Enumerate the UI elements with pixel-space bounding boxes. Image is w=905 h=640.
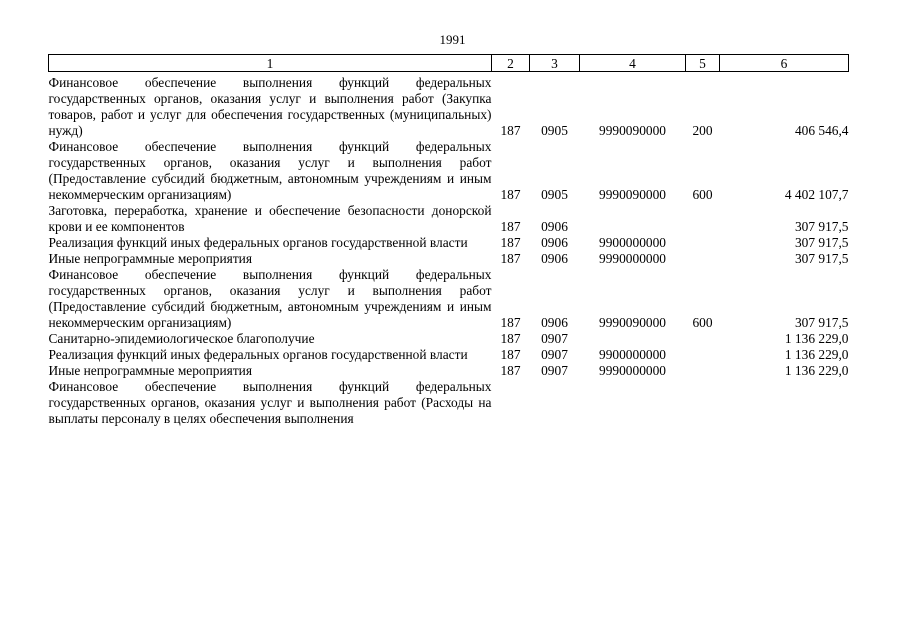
row-name-cell: Заготовка, переработка, хранение и обеспечение безопасности донорской крови и ее компонентов xyxy=(48,203,492,234)
ministry-code-cell: 187 xyxy=(500,235,521,250)
amount-cell: 1 136 229,0 xyxy=(784,331,849,346)
section-code-cell: 0905 xyxy=(541,187,568,202)
column-header: 6 xyxy=(720,55,849,72)
row-name-cell: Реализация функций иных федеральных органов государственной власти xyxy=(48,347,468,362)
ministry-code-cell: 187 xyxy=(500,251,521,266)
table-row xyxy=(49,235,849,251)
row-name-cell: Иные непрограммные мероприятия xyxy=(48,251,252,266)
ministry-code-cell: 187 xyxy=(500,347,521,362)
ministry-code-cell: 187 xyxy=(500,331,521,346)
column-header: 5 xyxy=(686,55,720,72)
column-header: 1 xyxy=(49,55,492,72)
expense-type-cell: 600 xyxy=(692,187,713,202)
expense-type-cell: 600 xyxy=(692,315,713,330)
amount-cell: 4 402 107,7 xyxy=(784,187,849,202)
table-row xyxy=(49,267,849,331)
ministry-code-cell: 187 xyxy=(500,187,521,202)
target-code-cell: 9990000000 xyxy=(599,363,666,378)
row-name-cell: Финансовое обеспечение выполнения функций федеральных государственных органов, оказания услуг и выполнения работ (Предоставление субсидий бюджетным, автономным учреждениям и иным некоммерческим организациям) xyxy=(48,267,492,330)
expense-type-cell xyxy=(686,251,720,267)
section-code-cell: 0907 xyxy=(541,363,568,378)
amount-cell: 406 546,4 xyxy=(794,123,849,138)
target-code-cell xyxy=(580,331,686,347)
expense-type-cell xyxy=(686,235,720,251)
amount-cell: 1 136 229,0 xyxy=(784,363,849,378)
section-code-cell: 0906 xyxy=(541,315,568,330)
amount-cell: 307 917,5 xyxy=(794,251,849,266)
section-code-cell: 0906 xyxy=(541,235,568,250)
target-code-cell: 9990090000 xyxy=(599,187,666,202)
table-row xyxy=(49,331,849,347)
section-code-cell: 0905 xyxy=(541,123,568,138)
row-name-cell: Финансовое обеспечение выполнения функций федеральных государственных органов, оказания услуг и выполнения работ (Предоставление субсидий бюджетным, автономным учреждениям и иным некоммерческим организациям) xyxy=(48,139,492,202)
target-code-cell: 9990000000 xyxy=(599,251,666,266)
amount-cell: 1 136 229,0 xyxy=(784,347,849,362)
section-code-cell: 0907 xyxy=(541,347,568,362)
amount-cell: 307 917,5 xyxy=(794,219,849,234)
section-code-cell: 0907 xyxy=(541,331,568,346)
ministry-code-cell: 187 xyxy=(500,219,521,234)
ministry-code-cell: 187 xyxy=(500,315,521,330)
row-name-cell: Финансовое обеспечение выполнения функций федеральных государственных органов, оказания услуг и выполнения работ (Закупка товаров, работ и услуг для обеспечения государственных (муниципальных) нужд) xyxy=(48,75,492,138)
expense-type-cell xyxy=(686,347,720,363)
expense-type-cell: 200 xyxy=(692,123,713,138)
table-row xyxy=(49,347,849,363)
column-header: 2 xyxy=(492,55,530,72)
column-header: 3 xyxy=(530,55,580,72)
row-name-cell: Реализация функций иных федеральных органов государственной власти xyxy=(48,235,468,250)
target-code-cell: 9900000000 xyxy=(599,235,666,250)
amount-cell: 307 917,5 xyxy=(794,235,849,250)
table-row xyxy=(49,379,849,427)
expense-type-cell xyxy=(686,363,720,379)
table-row xyxy=(49,139,849,203)
row-name-cell: Иные непрограммные мероприятия xyxy=(48,363,252,378)
section-code-cell: 0906 xyxy=(541,219,568,234)
budget-table xyxy=(48,54,849,427)
row-name-cell: Финансовое обеспечение выполнения функций федеральных государственных органов, оказания услуг и выполнения работ (Расходы на выплаты персоналу в целях обеспечения выполнения xyxy=(48,379,492,426)
ministry-code-cell: 187 xyxy=(500,123,521,138)
target-code-cell xyxy=(580,379,686,427)
amount-cell xyxy=(720,379,849,427)
expense-type-cell xyxy=(686,379,720,427)
target-code-cell: 9990090000 xyxy=(599,315,666,330)
amount-cell: 307 917,5 xyxy=(794,315,849,330)
table-row xyxy=(49,363,849,379)
table-row xyxy=(49,251,849,267)
table-row xyxy=(49,72,849,140)
column-header: 4 xyxy=(580,55,686,72)
target-code-cell xyxy=(580,203,686,235)
target-code-cell: 9990090000 xyxy=(599,123,666,138)
expense-type-cell xyxy=(686,331,720,347)
section-code-cell: 0906 xyxy=(541,251,568,266)
target-code-cell: 9900000000 xyxy=(599,347,666,362)
ministry-code-cell xyxy=(492,379,530,427)
table-row xyxy=(49,203,849,235)
page-number: 1991 xyxy=(439,32,466,47)
row-name-cell: Санитарно-эпидемиологическое благополучие xyxy=(48,331,315,346)
expense-type-cell xyxy=(686,203,720,235)
table-header-row xyxy=(49,55,849,72)
ministry-code-cell: 187 xyxy=(500,363,521,378)
section-code-cell xyxy=(530,379,580,427)
